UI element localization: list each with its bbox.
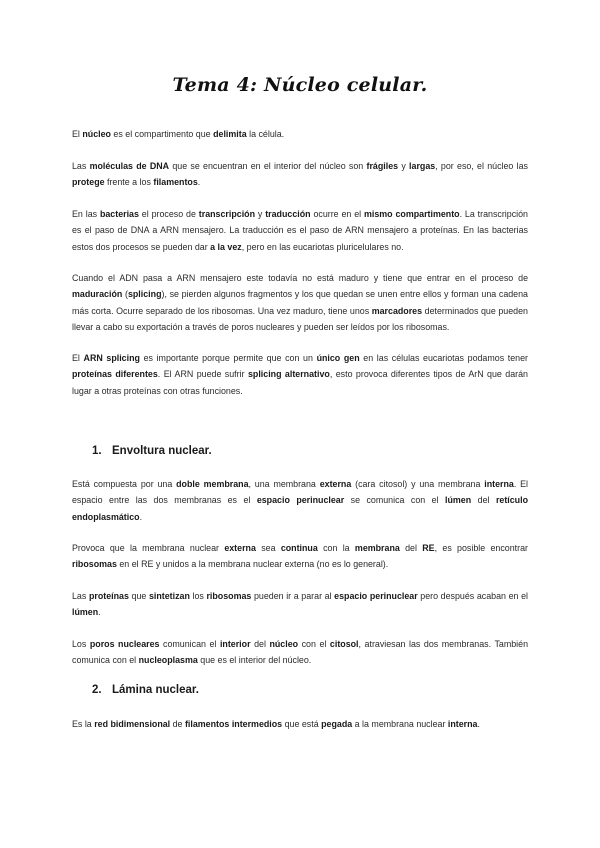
text-run: en el RE y unidos a la membrana nuclear externa (no es lo general). — [116, 559, 389, 570]
text-run: que está — [282, 719, 322, 729]
bold-term: sintetizan — [148, 591, 190, 601]
text-run: . El espacio entre las dos membranas es el — [72, 479, 529, 506]
bold-term: membrana — [354, 543, 400, 553]
paragraph-red-bidimensional — [72, 716, 528, 732]
text-run: con la — [317, 543, 355, 553]
bold-term: RE — [422, 543, 435, 553]
bold-term: red bidimensional — [94, 719, 171, 729]
paragraph-doble-membrana — [72, 476, 528, 525]
bold-term: lúmen — [445, 495, 472, 506]
bold-term: protege — [72, 177, 105, 188]
bold-term: externa — [319, 479, 352, 489]
bold-term: mismo compartimento — [364, 209, 460, 219]
bold-term: lúmen — [72, 607, 99, 618]
text-run: en las células eucariotas podamos tener — [359, 353, 529, 363]
paragraph-membrana-externa — [72, 540, 528, 573]
text-run: . — [197, 177, 201, 188]
bold-term: marcadores — [371, 305, 423, 316]
text-run: de — [170, 719, 185, 729]
paragraph-proteinas — [72, 588, 528, 621]
text-run: del — [399, 543, 423, 553]
text-run: , una membrana — [248, 479, 320, 489]
text-run: ocurre en el — [310, 209, 364, 219]
bold-term: proteínas diferentes — [72, 369, 158, 380]
text-run: a la membrana nuclear — [352, 719, 448, 729]
text-run: del — [471, 495, 496, 506]
text-run: Cuando el ADN pasa a ARN mensajero este todavía no está maduro y tiene que entrar en el proceso de — [72, 273, 528, 283]
bold-term: único gen — [316, 353, 360, 363]
text-run: ( — [122, 289, 128, 300]
text-run: y — [255, 209, 266, 219]
paragraph-dna-molecules — [72, 158, 528, 191]
text-run: Las — [72, 161, 90, 171]
text-run: que se encuentran en el interior del núcleo son — [169, 161, 367, 171]
section-number: 2. — [92, 684, 102, 696]
text-run: Provoca que la membrana nuclear — [72, 543, 225, 553]
section-heading-lamina — [92, 684, 199, 696]
section-number: 1. — [92, 445, 102, 457]
text-run: Está compuesta por una — [72, 479, 177, 489]
text-run: pero después acaban en el — [417, 591, 528, 601]
text-run: . — [98, 607, 101, 618]
text-run: Es la — [72, 719, 95, 729]
bold-term: filamentos intermedios — [184, 719, 283, 729]
paragraph-nucleo-definition — [72, 126, 528, 142]
text-run: , es posible encontrar — [434, 543, 528, 553]
paragraph-maduracion — [72, 270, 528, 335]
bold-term: espacio perinuclear — [256, 495, 345, 506]
bold-term: largas — [409, 161, 436, 171]
text-run: frente a los — [104, 177, 154, 188]
text-run: El — [72, 129, 83, 139]
text-run: . — [477, 719, 480, 729]
bold-term: bacterias — [99, 209, 139, 219]
bold-term: poros nucleares — [89, 639, 160, 649]
bold-term: pegada — [321, 719, 353, 729]
text-run: que — [128, 591, 149, 601]
text-run: que es el interior del núcleo. — [197, 655, 312, 666]
text-run: pueden ir a parar al — [251, 591, 335, 601]
bold-term: externa — [224, 543, 256, 553]
bold-term: ARN splicing — [83, 353, 140, 363]
bold-term: splicing alternativo — [247, 369, 330, 380]
text-run: . La transcripción es el paso de DNA a ARN mensajero. La traducción es el paso de ARN mensajero a proteínas. En las bacterias estos dos procesos se pueden dar — [72, 209, 528, 252]
text-run: El — [72, 353, 84, 363]
section-heading-envoltura — [92, 445, 212, 457]
text-run: comunican el — [159, 639, 220, 649]
bold-term: doble membrana — [176, 479, 249, 489]
section-title: Envoltura nuclear. — [112, 445, 212, 457]
text-run: la célula. — [246, 129, 285, 139]
bold-term: moléculas de DNA — [89, 161, 170, 171]
bold-term: interna — [447, 719, 478, 729]
bold-term: nucleoplasma — [138, 655, 198, 666]
text-run: determinados que pueden llevar a cabo su exportación a través de poros nucleares y pueden ser leídos por los ribosomas. — [72, 305, 528, 332]
paragraph-arn-splicing — [72, 350, 528, 399]
bold-term: continua — [280, 543, 318, 553]
section-title: Lámina nuclear. — [112, 684, 199, 696]
bold-term: filamentos — [153, 177, 198, 188]
text-run: y — [398, 161, 410, 171]
bold-term: transcripción — [198, 209, 256, 219]
paragraph-poros-nucleares — [72, 636, 528, 669]
bold-term: interior — [219, 639, 251, 649]
text-run: los — [189, 591, 207, 601]
text-run: se comunica con el — [344, 495, 446, 506]
text-run: , por eso, el núcleo las — [435, 161, 528, 171]
text-run: . El ARN puede sufrir — [157, 369, 248, 380]
text-run: Las — [72, 591, 89, 601]
text-run: del — [250, 639, 270, 649]
text-run: sea — [255, 543, 281, 553]
bold-term: retículo endoplasmático — [72, 495, 528, 522]
bold-term: ribosomas — [206, 591, 252, 601]
bold-term: splicing — [127, 289, 162, 300]
bold-term: proteínas — [88, 591, 129, 601]
text-run: el proceso de — [138, 209, 199, 219]
bold-term: ribosomas — [72, 559, 117, 570]
text-run: , pero en las eucariotas pluricelulares no. — [241, 241, 404, 252]
bold-term: núcleo — [82, 129, 111, 139]
text-run: (cara citosol) y una membrana — [351, 479, 485, 489]
text-run: . — [139, 511, 143, 522]
bold-term: citosol — [329, 639, 359, 649]
bold-term: frágiles — [366, 161, 399, 171]
text-run: , esto provoca diferentes tipos de ArN que darán lugar a otras proteínas con otras funciones. — [72, 369, 528, 396]
bold-term: maduración — [72, 289, 123, 300]
text-run: con el — [298, 639, 330, 649]
bold-term: traducción — [265, 209, 311, 219]
bold-term: a la vez — [210, 241, 242, 252]
text-run: Los — [72, 639, 90, 649]
text-run: ), se pierden algunos fragmentos y los que quedan se unen entre ellos y forman una cadena más corta. Ocurre separado de los ribosomas. Una vez maduro, tiene unos — [72, 289, 528, 316]
text-run: es importante porque permite que con un — [139, 353, 317, 363]
text-run: En las — [72, 209, 100, 219]
text-run: es el compartimento que — [110, 129, 214, 139]
page-title: Tema 4: Núcleo celular. — [172, 74, 428, 96]
bold-term: espacio perinuclear — [334, 591, 418, 601]
text-run: , atraviesan las dos membranas. También comunica con el — [72, 639, 529, 666]
bold-term: delimita — [213, 129, 247, 139]
paragraph-bacteria — [72, 206, 528, 255]
bold-term: interna — [484, 479, 514, 489]
bold-term: núcleo — [269, 639, 299, 649]
